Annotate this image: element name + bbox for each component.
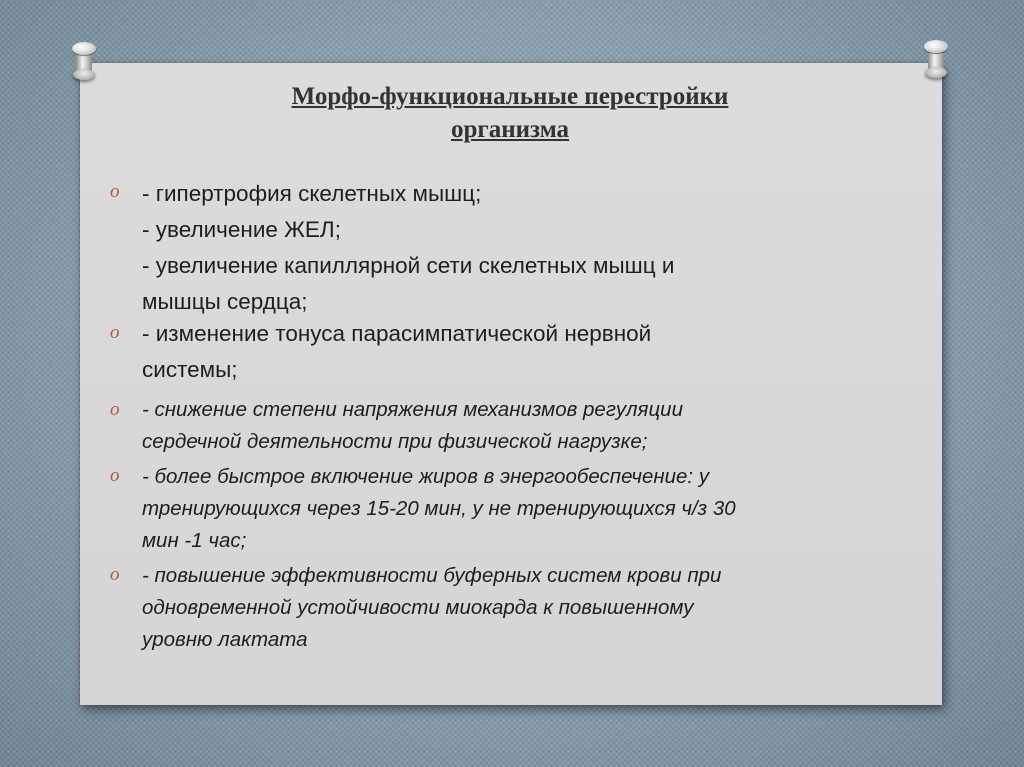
- bullet-line: сердечной деятельности при физической нагрузке;: [142, 430, 648, 453]
- bullet-marker-icon: o: [110, 181, 120, 202]
- bullet-text: [142, 176, 862, 320]
- slide-title: [110, 80, 910, 146]
- bullet-line: уровню лактата: [142, 628, 308, 651]
- bullet-line: - повышение эффективности буферных систем крови при: [142, 564, 722, 587]
- slide-title-line: организма: [450, 116, 570, 143]
- bullet-text: [142, 316, 862, 388]
- bullet-line: - увеличение капиллярной сети скелетных мышц и: [142, 253, 675, 278]
- bullet-marker-icon: o: [110, 465, 120, 486]
- slide-title-line: Морфо-функциональные перестройки: [291, 83, 729, 110]
- bullet-line: - изменение тонуса парасимпатической нервной: [142, 321, 652, 346]
- bullet-text: [142, 560, 862, 656]
- bullet-marker-icon: o: [110, 322, 120, 343]
- bullet-line: - более быстрое включение жиров в энергообеспечение: у: [142, 465, 710, 488]
- pushpin-icon: [922, 40, 950, 84]
- bullet-line: системы;: [142, 357, 238, 382]
- bullet-line: - увеличение ЖЕЛ;: [142, 217, 341, 242]
- bullet-text: [142, 461, 862, 557]
- bullet-line: тренирующихся через 15-20 мин, у не тренирующихся ч/з 30: [142, 497, 736, 520]
- bullet-line: одновременной устойчивости миокарда к повышенному: [142, 596, 694, 619]
- bullet-marker-icon: o: [110, 564, 120, 585]
- bullet-text: [142, 394, 862, 458]
- bullet-line: - снижение степени напряжения механизмов регуляции: [142, 398, 683, 421]
- bullet-line: мышцы сердца;: [142, 289, 308, 314]
- bullet-line: - гипертрофия скелетных мышц;: [142, 181, 482, 206]
- bullet-marker-icon: o: [110, 399, 120, 420]
- bullet-line: мин -1 час;: [142, 529, 247, 552]
- pushpin-icon: [70, 42, 98, 86]
